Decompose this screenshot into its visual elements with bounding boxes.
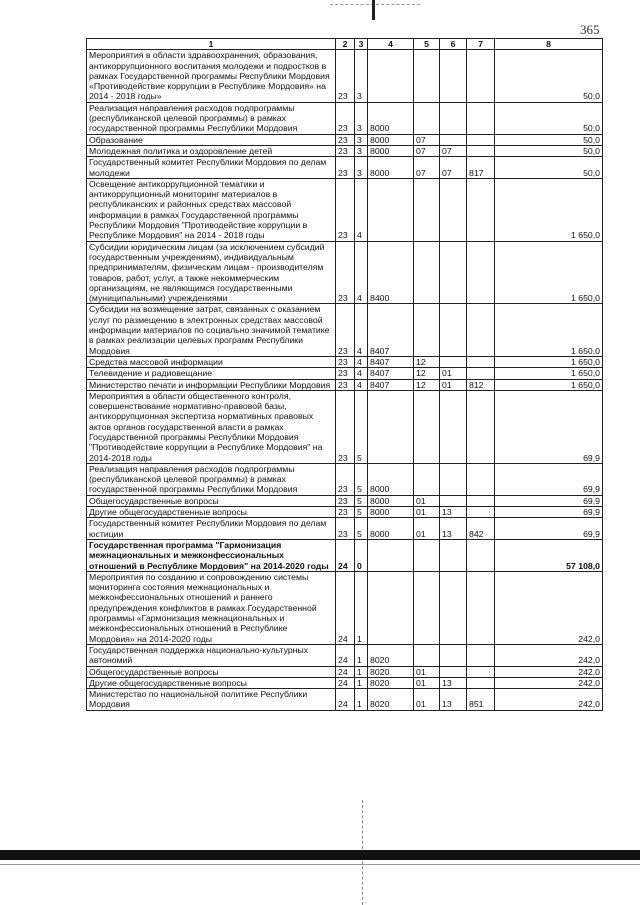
code-cell: 23: [336, 50, 355, 102]
amount-cell: 242,0: [495, 644, 603, 666]
header-cell: 6: [440, 39, 467, 50]
code-cell: 23: [336, 495, 355, 506]
code-cell: 01: [414, 518, 440, 540]
budget-table: [86, 38, 603, 711]
header-cell: 2: [336, 39, 355, 50]
code-cell: [414, 241, 440, 304]
code-cell: [368, 539, 414, 571]
code-cell: 8407: [368, 356, 414, 367]
amount-cell: 242,0: [495, 666, 603, 677]
code-cell: 8020: [368, 644, 414, 666]
code-cell: 01: [414, 507, 440, 518]
code-cell: [467, 539, 495, 571]
code-cell: 1: [355, 571, 368, 644]
row-name-cell: Субсидии юридическим лицам (за исключением субсидий государственным учреждениям), индивидуальным предпринимателям, физическим лицам - производителям товаров, работ, услуг, а также некоммерческим организациям, не являющимся государственными (муниципальными) учреждениями: [87, 241, 336, 304]
code-cell: [414, 178, 440, 241]
table-row: [87, 463, 603, 495]
code-cell: 4: [355, 241, 368, 304]
scan-edge-bar: [0, 850, 640, 860]
code-cell: 23: [336, 304, 355, 356]
row-name-cell: Другие общегосударственные вопросы: [87, 507, 336, 518]
code-cell: 1: [355, 666, 368, 677]
row-name-cell: Молодежная политика и оздоровление детей: [87, 145, 336, 156]
code-cell: 5: [355, 463, 368, 495]
table-row: [87, 368, 603, 379]
code-cell: 23: [336, 178, 355, 241]
code-cell: 01: [414, 677, 440, 688]
row-name-cell: Освещение антикоррупционной тематики и антикоррупционный мониторинг материалов в республиканских и районных средствах массовой информации в рамках Государственной программы Республики Мордовия "Противодействие коррупции в Республике Мордовия" на 2014 - 2018 годы: [87, 178, 336, 241]
code-cell: 8000: [368, 145, 414, 156]
row-name-cell: Мероприятия по созданию и сопровождению системы мониторинга состояния межнациональных и межконфессиональных отношений и раннего предупреждения конфликтов в рамках Государственной программы «Гармонизация межнациональных и межконфессиональных отношений в Республике Мордовия» на 2014-2020 годы: [87, 571, 336, 644]
code-cell: [440, 134, 467, 145]
code-cell: [440, 390, 467, 463]
code-cell: 8000: [368, 463, 414, 495]
code-cell: 23: [336, 368, 355, 379]
header-cell: 5: [414, 39, 440, 50]
code-cell: [467, 368, 495, 379]
amount-cell: 69,9: [495, 463, 603, 495]
amount-cell: 69,9: [495, 518, 603, 540]
code-cell: 3: [355, 102, 368, 134]
code-cell: [467, 241, 495, 304]
code-cell: [467, 102, 495, 134]
amount-cell: 1 650,0: [495, 368, 603, 379]
amount-cell: 69,9: [495, 390, 603, 463]
header-cell: 7: [467, 39, 495, 50]
header-row: [87, 39, 603, 50]
row-name-cell: Государственный комитет Республики Мордовия по делам молодежи: [87, 157, 336, 179]
table-row: [87, 689, 603, 711]
code-cell: 1: [355, 677, 368, 688]
code-cell: [467, 356, 495, 367]
table-row: [87, 666, 603, 677]
row-name-cell: Государственный комитет Республики Мордовия по делам юстиции: [87, 518, 336, 540]
code-cell: [440, 102, 467, 134]
table-row: [87, 304, 603, 356]
code-cell: 3: [355, 157, 368, 179]
code-cell: 8020: [368, 666, 414, 677]
code-cell: 23: [336, 241, 355, 304]
code-cell: [440, 356, 467, 367]
amount-cell: 50,0: [495, 134, 603, 145]
amount-cell: 50,0: [495, 145, 603, 156]
amount-cell: 50,0: [495, 102, 603, 134]
code-cell: [467, 644, 495, 666]
table-row: [87, 157, 603, 179]
amount-cell: 242,0: [495, 689, 603, 711]
code-cell: 8400: [368, 241, 414, 304]
code-cell: 23: [336, 157, 355, 179]
code-cell: 01: [414, 689, 440, 711]
code-cell: [467, 677, 495, 688]
code-cell: 5: [355, 518, 368, 540]
code-cell: 23: [336, 463, 355, 495]
amount-cell: 242,0: [495, 677, 603, 688]
code-cell: [414, 644, 440, 666]
row-name-cell: Другие общегосударственные вопросы: [87, 677, 336, 688]
code-cell: 12: [414, 379, 440, 390]
row-name-cell: Министерство печати и информации Республики Мордовия: [87, 379, 336, 390]
code-cell: [440, 666, 467, 677]
row-name-cell: Субсидии на возмещение затрат, связанных с оказанием услуг по размещению в электронных средствах массовой информации материалов по социально значимой тематике в рамках реализации целевых программ Республики Мордовия: [87, 304, 336, 356]
amount-cell: 50,0: [495, 157, 603, 179]
code-cell: 851: [467, 689, 495, 711]
code-cell: [440, 571, 467, 644]
table-row: [87, 356, 603, 367]
row-name-cell: Реализация направления расходов подпрограммы (республиканской целевой программы) в рамках государственной программы Республики Мордовия: [87, 102, 336, 134]
code-cell: 24: [336, 539, 355, 571]
code-cell: 12: [414, 368, 440, 379]
code-cell: [467, 571, 495, 644]
code-cell: [467, 495, 495, 506]
code-cell: 23: [336, 507, 355, 518]
code-cell: 8000: [368, 507, 414, 518]
code-cell: 23: [336, 518, 355, 540]
code-cell: [440, 539, 467, 571]
row-name-cell: Общегосударственные вопросы: [87, 495, 336, 506]
amount-cell: 69,9: [495, 507, 603, 518]
amount-cell: 1 650,0: [495, 356, 603, 367]
code-cell: [368, 50, 414, 102]
code-cell: [440, 241, 467, 304]
amount-cell: 50,0: [495, 50, 603, 102]
code-cell: [414, 390, 440, 463]
code-cell: 3: [355, 134, 368, 145]
code-cell: [440, 50, 467, 102]
code-cell: 24: [336, 571, 355, 644]
code-cell: 8407: [368, 379, 414, 390]
binding-dash-top: [330, 4, 420, 6]
table-row: [87, 677, 603, 688]
amount-cell: 242,0: [495, 571, 603, 644]
table-row: [87, 539, 603, 571]
code-cell: [414, 539, 440, 571]
code-cell: 817: [467, 157, 495, 179]
code-cell: [440, 463, 467, 495]
code-cell: [467, 304, 495, 356]
code-cell: 3: [355, 145, 368, 156]
code-cell: [414, 50, 440, 102]
code-cell: [414, 102, 440, 134]
code-cell: 8407: [368, 304, 414, 356]
code-cell: 5: [355, 507, 368, 518]
code-cell: 4: [355, 178, 368, 241]
code-cell: 24: [336, 689, 355, 711]
binding-mark-top: [372, 0, 375, 20]
code-cell: 23: [336, 145, 355, 156]
header-cell: 8: [495, 39, 603, 50]
code-cell: 8000: [368, 102, 414, 134]
row-name-cell: Общегосударственные вопросы: [87, 666, 336, 677]
code-cell: 13: [440, 677, 467, 688]
code-cell: [368, 571, 414, 644]
table-row: [87, 178, 603, 241]
code-cell: 8000: [368, 157, 414, 179]
code-cell: [467, 134, 495, 145]
row-name-cell: Средства массовой информации: [87, 356, 336, 367]
code-cell: 8020: [368, 689, 414, 711]
table-row: [87, 507, 603, 518]
code-cell: 5: [355, 390, 368, 463]
code-cell: 1: [355, 644, 368, 666]
code-cell: 24: [336, 666, 355, 677]
amount-cell: 1 650,0: [495, 379, 603, 390]
code-cell: 4: [355, 356, 368, 367]
code-cell: 13: [440, 507, 467, 518]
code-cell: 4: [355, 304, 368, 356]
amount-cell: 1 650,0: [495, 241, 603, 304]
table-row: [87, 102, 603, 134]
code-cell: [440, 495, 467, 506]
table-row: [87, 571, 603, 644]
row-name-cell: Государственная поддержка национально-культурных автономий: [87, 644, 336, 666]
code-cell: 4: [355, 368, 368, 379]
code-cell: [467, 145, 495, 156]
table-row: [87, 50, 603, 102]
row-name-cell: Мероприятия в области общественного контроля, совершенствование нормативно-правовой базы, антикоррупционная экспертиза нормативных правовых актов органов государственной власти в рамках Государственной программы Республики Мордовия "Противодействие коррупции в Республике Мордовия" на 2014-2018 годы: [87, 390, 336, 463]
code-cell: 8000: [368, 518, 414, 540]
header-cell: 3: [355, 39, 368, 50]
row-name-cell: Государственная программа "Гармонизация межнациональных и межконфессиональных отношений в Республике Мордовия" на 2014-2020 годы: [87, 539, 336, 571]
code-cell: 01: [440, 368, 467, 379]
code-cell: [467, 50, 495, 102]
table-row: [87, 241, 603, 304]
code-cell: [440, 304, 467, 356]
code-cell: 07: [414, 145, 440, 156]
code-cell: 13: [440, 518, 467, 540]
table-row: [87, 644, 603, 666]
code-cell: [414, 304, 440, 356]
code-cell: [467, 507, 495, 518]
code-cell: 23: [336, 356, 355, 367]
code-cell: [467, 463, 495, 495]
header-cell: 4: [368, 39, 414, 50]
code-cell: 812: [467, 379, 495, 390]
code-cell: 01: [414, 495, 440, 506]
table-row: [87, 134, 603, 145]
code-cell: 23: [336, 102, 355, 134]
row-name-cell: Министерство по национальной политике Республики Мордовия: [87, 689, 336, 711]
code-cell: 23: [336, 379, 355, 390]
code-cell: [440, 644, 467, 666]
table-row: [87, 518, 603, 540]
code-cell: 13: [440, 689, 467, 711]
code-cell: [467, 178, 495, 241]
code-cell: [467, 666, 495, 677]
row-name-cell: Реализация направления расходов подпрограммы (республиканской целевой программы) в рамках государственной программы Республики Мордовия: [87, 463, 336, 495]
code-cell: 8407: [368, 368, 414, 379]
code-cell: 01: [440, 379, 467, 390]
code-cell: 842: [467, 518, 495, 540]
code-cell: 01: [414, 666, 440, 677]
code-cell: 07: [440, 157, 467, 179]
table-row: [87, 390, 603, 463]
amount-cell: 1 650,0: [495, 304, 603, 356]
code-cell: 3: [355, 50, 368, 102]
code-cell: [414, 571, 440, 644]
amount-cell: 69,9: [495, 495, 603, 506]
code-cell: 12: [414, 356, 440, 367]
table-body: [87, 39, 603, 711]
code-cell: 07: [440, 145, 467, 156]
code-cell: 5: [355, 495, 368, 506]
code-cell: 07: [414, 134, 440, 145]
code-cell: 07: [414, 157, 440, 179]
code-cell: 1: [355, 689, 368, 711]
page-number: 365: [580, 22, 600, 37]
amount-cell: 57 108,0: [495, 539, 603, 571]
code-cell: [467, 390, 495, 463]
code-cell: 8020: [368, 677, 414, 688]
header-cell: 1: [87, 39, 336, 50]
code-cell: 24: [336, 677, 355, 688]
code-cell: 4: [355, 379, 368, 390]
code-cell: 0: [355, 539, 368, 571]
table-row: [87, 495, 603, 506]
code-cell: [440, 178, 467, 241]
table-row: [87, 379, 603, 390]
code-cell: [368, 390, 414, 463]
code-cell: 23: [336, 390, 355, 463]
code-cell: 23: [336, 134, 355, 145]
row-name-cell: Мероприятия в области здравоохранения, образования, антикоррупционного воспитания молодежи и подростков в рамках Государственной программы Республики Мордовия «Противодействие коррупции в Республике Мордовия» на 2014 - 2018 годы»: [87, 50, 336, 102]
scan-edge-line: [0, 864, 640, 865]
table-row: [87, 145, 603, 156]
code-cell: [414, 463, 440, 495]
code-cell: 24: [336, 644, 355, 666]
row-name-cell: Образование: [87, 134, 336, 145]
code-cell: 8000: [368, 495, 414, 506]
code-cell: 8000: [368, 134, 414, 145]
amount-cell: 1 650,0: [495, 178, 603, 241]
code-cell: [368, 178, 414, 241]
row-name-cell: Телевидение и радиовещание: [87, 368, 336, 379]
